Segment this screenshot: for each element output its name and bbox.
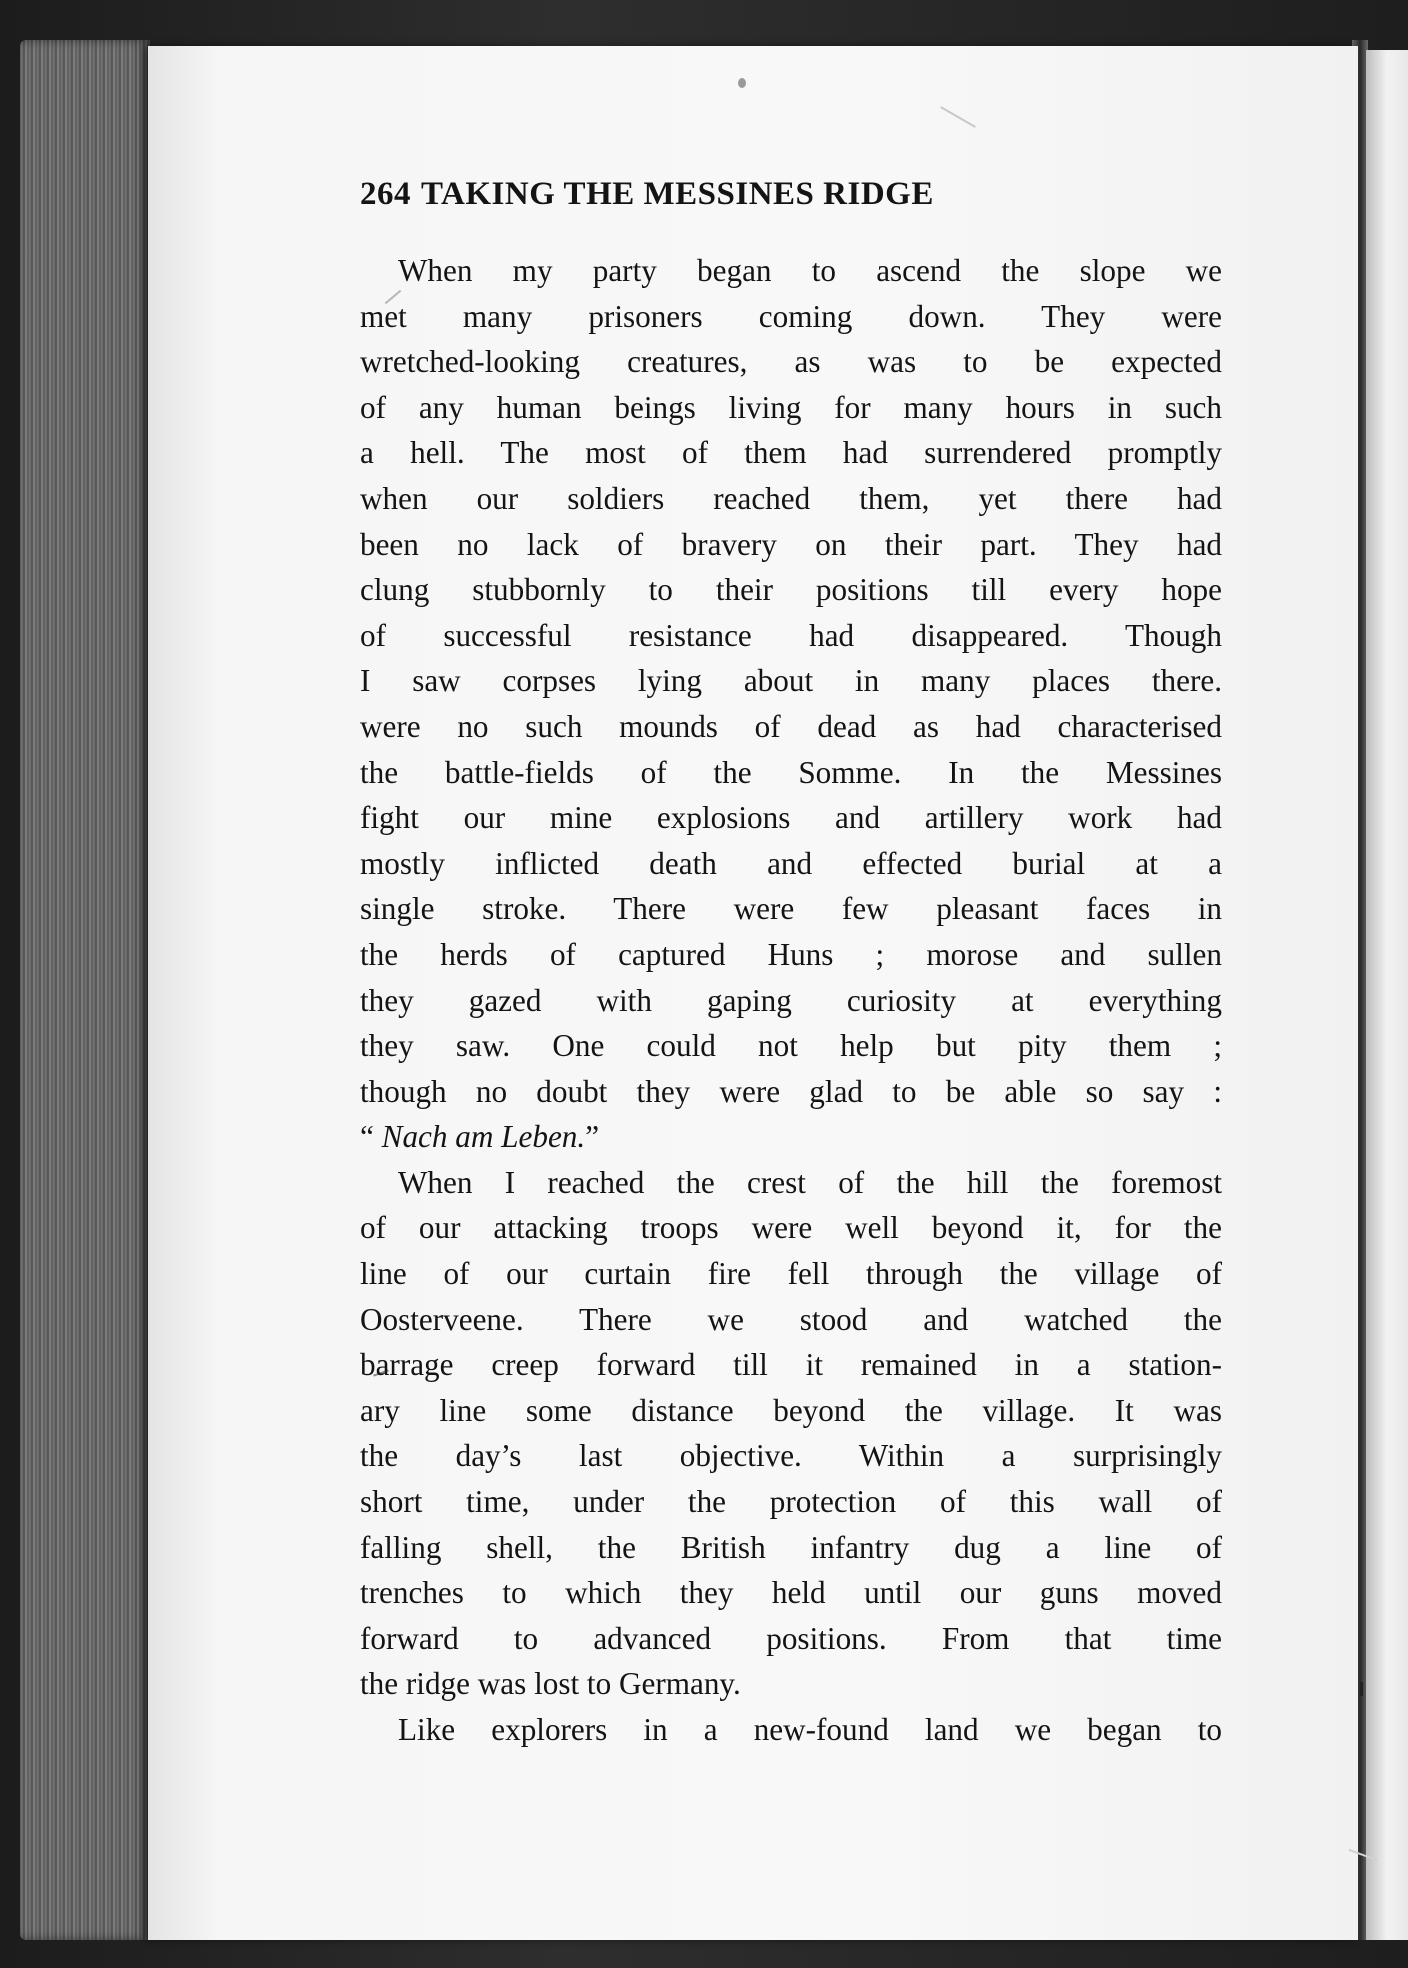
text-line: of successful resistance had disappeared. Though (360, 617, 1222, 653)
chapter-title: TAKING THE MESSINES RIDGE (421, 176, 934, 212)
text-line: mostly inflicted death and effected burial at a (360, 845, 1222, 881)
text-line: Like explorers in a new-found land we began to (398, 1712, 1222, 1747)
text-line: a hell. The most of them had surrendered promptly (360, 435, 1222, 471)
scan-speck (1360, 1682, 1363, 1696)
running-head (360, 172, 1222, 218)
paragraph-3 (360, 1707, 1222, 1753)
text-line: line of our curtain fire fell through the village of (360, 1256, 1222, 1292)
text-line: of any human beings living for many hours in such (360, 389, 1222, 425)
text-line: When my party began to ascend the slope we (398, 253, 1222, 288)
paragraph-2 (360, 1160, 1222, 1707)
quote-close-mark: ” (585, 1119, 600, 1155)
text-line: single stroke. There were few pleasant faces in (360, 891, 1222, 927)
text-line: short time, under the protection of this wall of (360, 1484, 1222, 1520)
page-number: 264 (360, 176, 411, 212)
text-line: the battle-fields of the Somme. In the Messines (360, 754, 1222, 790)
text-line: When I reached the crest of the hill the foremost (398, 1164, 1222, 1200)
scan-speck (738, 78, 746, 88)
page-text (360, 172, 1222, 1753)
text-line: were no such mounds of dead as had characterised (360, 708, 1222, 744)
text-line: forward to advanced positions. From that time (360, 1620, 1222, 1656)
paragraph-1 (360, 248, 1222, 1160)
text-line: been no lack of bravery on their part. They had (360, 526, 1222, 562)
text-line: the ridge was lost to Germany. (360, 1666, 741, 1702)
text-line: the day’s last objective. Within a surprisingly (360, 1438, 1222, 1474)
text-line: they gazed with gaping curiosity at everything (360, 982, 1222, 1018)
text-line: barrage creep forward till it remained in a station- (360, 1347, 1222, 1383)
text-line: of our attacking troops were well beyond it, for the (360, 1210, 1222, 1246)
scan-scratch (940, 106, 976, 128)
text-line: they saw. One could not help but pity them ; (360, 1028, 1222, 1064)
text-line: falling shell, the British infantry dug a line of (360, 1529, 1222, 1565)
german-quote: Nach am Leben. (381, 1119, 586, 1155)
text-line: fight our mine explosions and artillery work had (360, 800, 1222, 836)
text-line: the herds of captured Huns ; morose and sullen (360, 936, 1222, 972)
text-line: Oosterveene. There we stood and watched the (360, 1301, 1222, 1337)
facing-page-edge (1366, 50, 1408, 1940)
text-line: ary line some distance beyond the village. It was (360, 1392, 1222, 1428)
text-line: trenches to which they held until our guns moved (360, 1575, 1222, 1611)
text-line: I saw corpses lying about in many places there. (360, 663, 1222, 699)
quote-line (360, 1114, 1222, 1160)
quote-open-mark: “ (360, 1119, 382, 1155)
book-page-edges (20, 40, 150, 1940)
text-line: when our soldiers reached them, yet there had (360, 480, 1222, 516)
text-line: though no doubt they were glad to be able so say : (360, 1073, 1222, 1109)
text-line: wretched-looking creatures, as was to be expected (360, 344, 1222, 380)
text-line: met many prisoners coming down. They were (360, 298, 1222, 334)
text-line: clung stubbornly to their positions till every hope (360, 572, 1222, 608)
